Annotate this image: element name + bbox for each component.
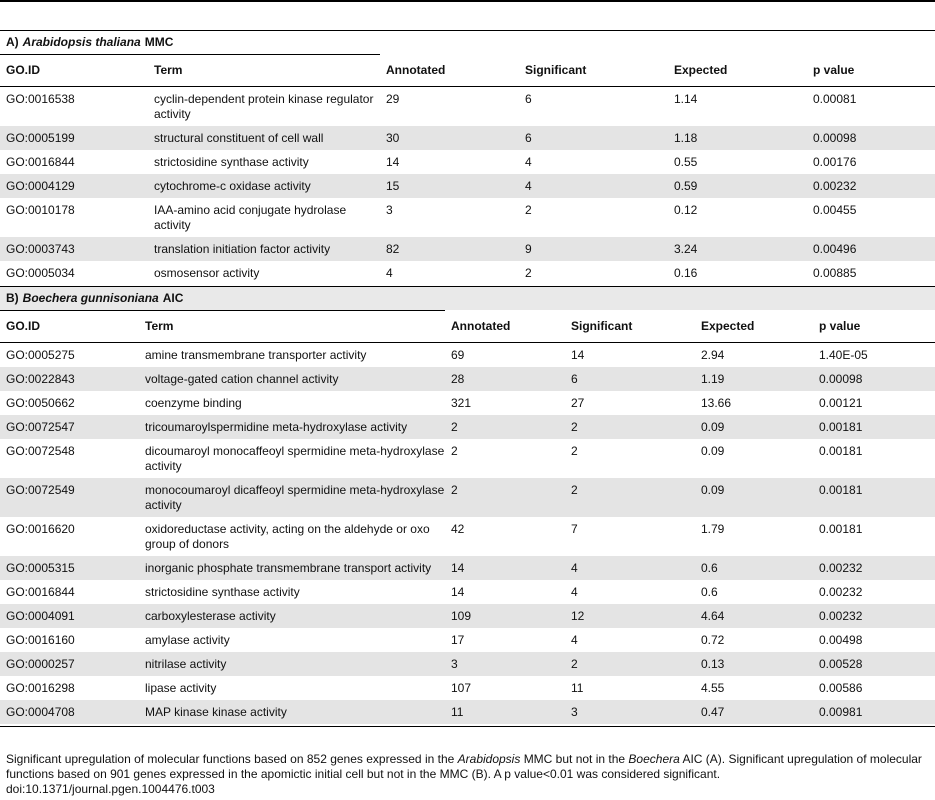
go-id-cell: GO:0016620 [6, 522, 75, 536]
significant-cell: 2 [565, 415, 695, 439]
annotated-cell: 28 [445, 367, 565, 391]
table-row [0, 604, 935, 628]
go-id-cell: GO:0072548 [6, 444, 75, 458]
expected-cell: 3.24 [668, 237, 807, 261]
expected-cell: 0.16 [674, 266, 698, 280]
significant-cell: 2 [565, 652, 695, 676]
term-cell: carboxylesterase activity [139, 604, 445, 628]
annotated-cell: 11 [445, 700, 565, 724]
p-value-cell: 0.00098 [807, 126, 935, 150]
expected-cell: 0.59 [668, 174, 807, 198]
section-b [0, 286, 935, 727]
col-annotated: Annotated [380, 55, 519, 87]
p-value-cell: 0.00885 [813, 266, 857, 280]
p-value-cell: 0.00528 [813, 652, 935, 676]
table-row [0, 198, 935, 237]
p-value-cell: 0.00121 [819, 396, 863, 410]
annotated-cell: 4 [386, 266, 393, 280]
col-term: Term [139, 311, 445, 343]
significant-cell: 27 [571, 396, 585, 410]
term-cell: strictosidine synthase activity [154, 155, 309, 169]
expected-cell: 1.14 [674, 92, 698, 106]
table-row [0, 700, 935, 724]
significant-cell: 12 [565, 604, 695, 628]
col-term: Term [148, 55, 380, 87]
significant-cell: 6 [525, 92, 532, 106]
term-cell: dicoumaroyl monocaffeoyl spermidine meta-hydroxylase activity [145, 444, 445, 473]
annotated-cell: 109 [445, 604, 565, 628]
go-id-cell: GO:0000257 [0, 652, 139, 676]
significant-cell: 9 [519, 237, 668, 261]
significant-cell: 4 [525, 155, 532, 169]
go-id-cell: GO:0003743 [0, 237, 148, 261]
term-cell: IAA-amino acid conjugate hydrolase activity [154, 203, 347, 232]
table-row [0, 391, 935, 415]
col-p-value: p value [813, 311, 935, 343]
go-id-cell: GO:0022843 [0, 367, 139, 391]
annotated-cell: 2 [445, 478, 565, 517]
significant-cell: 6 [565, 367, 695, 391]
significant-cell: 7 [571, 522, 578, 536]
go-id-cell: GO:0072549 [0, 478, 139, 517]
term-cell: voltage-gated cation channel activity [139, 367, 445, 391]
col-expected: Expected [668, 55, 807, 87]
section-a [0, 30, 935, 285]
expected-cell: 1.19 [695, 367, 813, 391]
expected-cell: 0.55 [674, 155, 698, 169]
significant-cell: 2 [565, 478, 695, 517]
caption-doi: doi:10.1371/journal.pgen.1004476.t003 [6, 782, 215, 796]
significant-cell: 6 [519, 126, 668, 150]
expected-cell: 0.09 [695, 415, 813, 439]
table-row [0, 580, 935, 604]
p-value-cell: 0.00176 [813, 155, 857, 169]
table-row [0, 367, 935, 391]
expected-cell: 0.09 [701, 444, 725, 458]
table-row [0, 676, 935, 700]
expected-cell: 0.6 [701, 585, 718, 599]
table-row [0, 478, 935, 517]
term-cell: oxidoreductase activity, acting on the aldehyde or oxo group of donors [145, 522, 430, 551]
annotated-cell: 14 [386, 155, 400, 169]
expected-cell: 2.94 [701, 348, 725, 362]
col-go-id: GO.ID [0, 55, 148, 87]
table-bottom-rule [0, 726, 935, 727]
section-b-heading [0, 287, 935, 310]
table-a-header [0, 55, 935, 87]
go-id-cell: GO:0004129 [0, 174, 148, 198]
section-a-species: Arabidopsis thaliana [22, 35, 141, 49]
go-id-cell: GO:0050662 [6, 396, 75, 410]
section-a-suffix: MMC [144, 35, 174, 49]
col-significant: Significant [519, 55, 668, 87]
expected-cell: 0.13 [695, 652, 813, 676]
go-id-cell: GO:0005199 [0, 126, 148, 150]
col-expected: Expected [695, 311, 813, 343]
p-value-cell: 0.00098 [813, 367, 935, 391]
p-value-cell: 0.00232 [813, 604, 935, 628]
section-a-prefix: A) [6, 35, 19, 49]
annotated-cell: 3 [386, 203, 393, 217]
term-cell: nitrilase activity [139, 652, 445, 676]
table-b-header [0, 311, 935, 343]
p-value-cell: 0.00181 [819, 444, 863, 458]
col-p-value: p value [807, 55, 935, 87]
table-row [0, 174, 935, 198]
p-value-cell: 0.00498 [819, 633, 863, 647]
term-cell: strictosidine synthase activity [145, 585, 300, 599]
table-row [0, 652, 935, 676]
term-cell: MAP kinase kinase activity [139, 700, 445, 724]
go-id-cell: GO:0004091 [0, 604, 139, 628]
go-id-cell: GO:0004708 [0, 700, 139, 724]
col-significant: Significant [565, 311, 695, 343]
expected-cell: 0.72 [701, 633, 725, 647]
expected-cell: 13.66 [701, 396, 732, 410]
significant-cell: 4 [571, 633, 578, 647]
p-value-cell: 0.00181 [813, 415, 935, 439]
annotated-cell: 2 [451, 444, 458, 458]
go-id-cell: GO:0005315 [0, 556, 139, 580]
significant-cell: 14 [571, 348, 585, 362]
term-cell: lipase activity [145, 681, 217, 695]
annotated-cell: 107 [451, 681, 472, 695]
annotated-cell: 3 [445, 652, 565, 676]
table-row [0, 237, 935, 261]
term-cell: tricoumaroylspermidine meta-hydroxylase activity [139, 415, 445, 439]
expected-cell: 0.12 [674, 203, 698, 217]
term-cell: structural constituent of cell wall [148, 126, 380, 150]
annotated-cell: 82 [380, 237, 519, 261]
significant-cell: 4 [565, 556, 695, 580]
table-row [0, 150, 935, 174]
term-cell: coenzyme binding [145, 396, 242, 410]
annotated-cell: 321 [451, 396, 472, 410]
go-id-cell: GO:0016298 [6, 681, 75, 695]
expected-cell: 0.6 [695, 556, 813, 580]
expected-cell: 4.55 [701, 681, 725, 695]
significant-cell: 3 [565, 700, 695, 724]
annotated-cell: 30 [380, 126, 519, 150]
significant-cell: 2 [571, 444, 578, 458]
section-b-prefix: B) [6, 291, 19, 305]
significant-cell: 4 [571, 585, 578, 599]
expected-cell: 4.64 [695, 604, 813, 628]
section-b-suffix: AIC [162, 291, 184, 305]
go-id-cell: GO:0072547 [0, 415, 139, 439]
p-value-cell: 0.00181 [813, 478, 935, 517]
table-row [0, 126, 935, 150]
term-cell: cyclin-dependent protein kinase regulator activity [154, 92, 374, 121]
table-caption [6, 752, 931, 797]
annotated-cell: 2 [445, 415, 565, 439]
table-a-body [0, 87, 935, 286]
annotated-cell: 14 [451, 585, 465, 599]
expected-cell: 1.79 [701, 522, 725, 536]
go-id-cell: GO:0016160 [6, 633, 75, 647]
annotated-cell: 42 [451, 522, 465, 536]
p-value-cell: 0.00181 [819, 522, 863, 536]
table-b-body [0, 343, 935, 725]
table-a [0, 54, 935, 285]
p-value-cell: 0.00232 [819, 585, 863, 599]
go-id-cell: GO:0016538 [6, 92, 75, 106]
term-cell: monocoumaroyl dicaffeoyl spermidine meta-hydroxylase activity [139, 478, 445, 517]
p-value-cell: 0.00232 [813, 556, 935, 580]
go-id-cell: GO:0016844 [6, 585, 75, 599]
table-row [0, 556, 935, 580]
p-value-cell: 0.00455 [813, 203, 857, 217]
col-go-id: GO.ID [0, 311, 139, 343]
term-cell: inorganic phosphate transmembrane transport activity [139, 556, 445, 580]
annotated-cell: 29 [386, 92, 400, 106]
section-b-species: Boechera gunnisoniana [22, 291, 159, 305]
col-annotated: Annotated [445, 311, 565, 343]
expected-cell: 1.18 [668, 126, 807, 150]
term-cell: osmosensor activity [154, 266, 260, 280]
term-cell: translation initiation factor activity [148, 237, 380, 261]
annotated-cell: 69 [451, 348, 465, 362]
annotated-cell: 15 [380, 174, 519, 198]
table-row [0, 415, 935, 439]
caption-text: Significant upregulation of molecular functions based on 852 genes expressed in the Arabidopsis MMC but not in the Boechera AIC (A). Significant upregulation of molecular functions based on 901 genes expressed in the apomictic initial cell but not in the MMC (B). A p value<0.01 was considered significant. [6, 752, 922, 781]
p-value-cell: 0.00981 [813, 700, 935, 724]
annotated-cell: 14 [445, 556, 565, 580]
top-rule [0, 0, 935, 2]
table-row [0, 439, 935, 478]
go-id-cell: GO:0005275 [6, 348, 75, 362]
p-value-cell: 0.00496 [807, 237, 935, 261]
go-id-cell: GO:0010178 [6, 203, 75, 217]
p-value-cell: 0.00081 [813, 92, 857, 106]
p-value-cell: 1.40E-05 [819, 348, 868, 362]
term-cell: cytochrome-c oxidase activity [148, 174, 380, 198]
expected-cell: 0.09 [695, 478, 813, 517]
significant-cell: 2 [525, 266, 532, 280]
go-id-cell: GO:0016844 [6, 155, 75, 169]
table-row [0, 261, 935, 285]
term-cell: amine transmembrane transporter activity [145, 348, 367, 362]
significant-cell: 4 [519, 174, 668, 198]
table-row [0, 628, 935, 652]
p-value-cell: 0.00232 [807, 174, 935, 198]
annotated-cell: 17 [451, 633, 465, 647]
significant-cell: 2 [525, 203, 532, 217]
expected-cell: 0.47 [695, 700, 813, 724]
table-row [0, 517, 935, 556]
table-b [0, 310, 935, 724]
table-row [0, 87, 935, 127]
term-cell: amylase activity [145, 633, 230, 647]
go-id-cell: GO:0005034 [6, 266, 75, 280]
p-value-cell: 0.00586 [819, 681, 863, 695]
section-a-heading [0, 31, 935, 54]
table-row [0, 343, 935, 368]
significant-cell: 11 [571, 681, 584, 695]
